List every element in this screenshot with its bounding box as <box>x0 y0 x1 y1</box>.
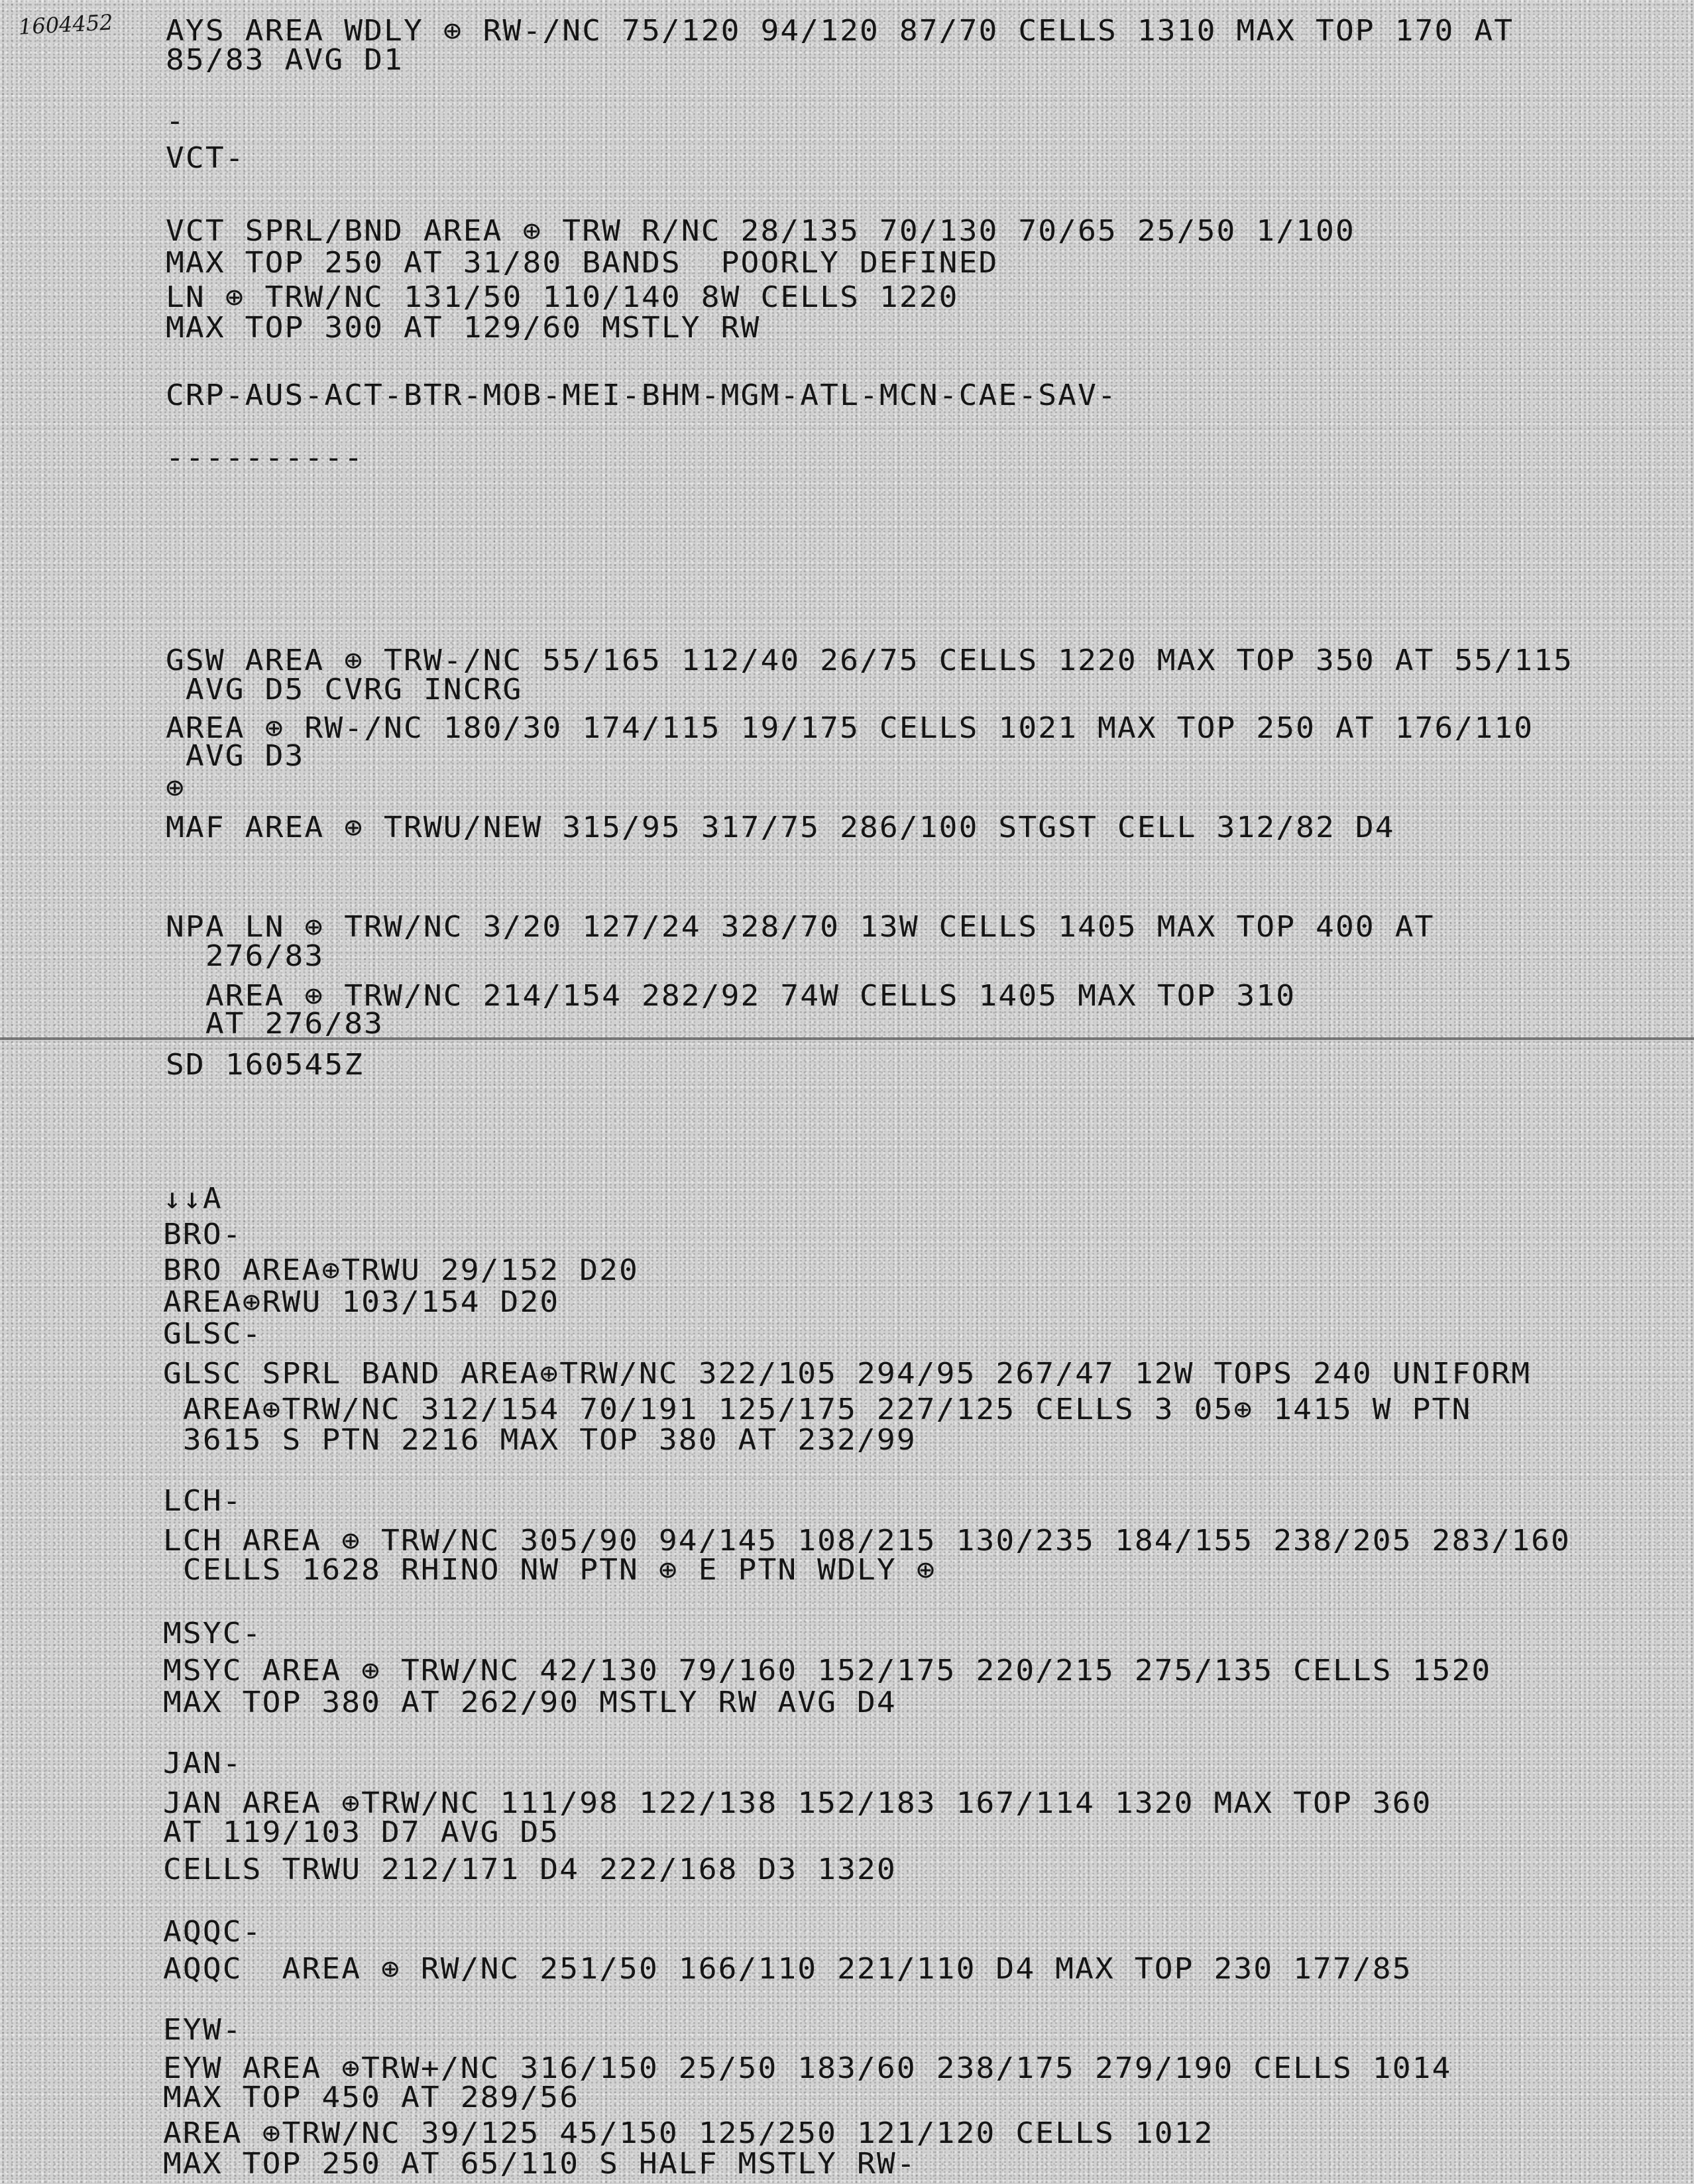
report-line: 85/83 AVG D1 <box>166 43 404 77</box>
report-line: LCH- <box>163 1484 243 1518</box>
report-line: CELLS 1628 RHINO NW PTN ⊕ E PTN WDLY ⊕ <box>163 1553 936 1587</box>
report-line: MAX TOP 250 AT 65/110 S HALF MSTLY RW- <box>163 2147 917 2181</box>
report-line: MAX TOP 380 AT 262/90 MSTLY RW AVG D4 <box>163 1686 897 1719</box>
report-line: SD 160545Z <box>166 1048 365 1082</box>
report-line: LCH AREA ⊕ TRW/NC 305/90 94/145 108/215 130/235 184/155 238/205 283/160 <box>163 1524 1571 1558</box>
report-line: 3615 S PTN 2216 MAX TOP 380 AT 232/99 <box>163 1423 917 1457</box>
report-line: AVG D3 <box>166 739 305 773</box>
report-line: ↓↓A <box>163 1182 223 1216</box>
report-line: 276/83 <box>166 939 325 973</box>
report-line: AREA⊕RWU 103/154 D20 <box>163 1285 560 1319</box>
report-line: BRO- <box>163 1218 243 1251</box>
report-line: EYW- <box>163 2013 243 2047</box>
report-line: BRO AREA⊕TRWU 29/152 D20 <box>163 1253 639 1287</box>
report-line: AQQC- <box>163 1915 262 1949</box>
report-line: AREA ⊕ TRW/NC 214/154 282/92 74W CELLS 1405 MAX TOP 310 <box>166 979 1296 1013</box>
report-line: VCT SPRL/BND AREA ⊕ TRW R/NC 28/135 70/130 70/65 25/50 1/100 <box>166 214 1355 248</box>
report-line: AREA ⊕TRW/NC 39/125 45/150 125/250 121/120 CELLS 1012 <box>163 2116 1214 2150</box>
report-line: NPA LN ⊕ TRW/NC 3/20 127/24 328/70 13W CELLS 1405 MAX TOP 400 AT <box>166 910 1435 944</box>
report-line: - <box>166 104 186 138</box>
report-line: GLSC SPRL BAND AREA⊕TRW/NC 322/105 294/95 267/47 12W TOPS 240 UNIFORM <box>163 1357 1532 1391</box>
report-line: VCT- <box>166 141 245 175</box>
report-line: AREA ⊕ RW-/NC 180/30 174/115 19/175 CELLS 1021 MAX TOP 250 AT 176/110 <box>166 711 1534 745</box>
report-line: AT 119/103 D7 AVG D5 <box>163 1815 560 1849</box>
report-line: ⊕ <box>166 771 186 805</box>
report-line: MAX TOP 250 AT 31/80 BANDS POORLY DEFINED <box>166 246 999 280</box>
report-line: AQQC AREA ⊕ RW/NC 251/50 166/110 221/110 D4 MAX TOP 230 177/85 <box>163 1952 1412 1986</box>
report-line: MSYC- <box>163 1617 262 1650</box>
report-line: EYW AREA ⊕TRW+/NC 316/150 25/50 183/60 238/175 279/190 CELLS 1014 <box>163 2051 1452 2085</box>
report-line: MAF AREA ⊕ TRWU/NEW 315/95 317/75 286/100 STGST CELL 312/82 D4 <box>166 811 1395 844</box>
report-line: AYS AREA WDLY ⊕ RW-/NC 75/120 94/120 87/70 CELLS 1310 MAX TOP 170 AT <box>166 14 1514 48</box>
report-line: MAX TOP 300 AT 129/60 MSTLY RW <box>166 311 761 345</box>
report-line: AT 276/83 <box>166 1007 384 1041</box>
report-line: GLSC- <box>163 1317 262 1351</box>
report-line: JAN AREA ⊕TRW/NC 111/98 122/138 152/183 167/114 1320 MAX TOP 360 <box>163 1786 1432 1820</box>
report-line: GSW AREA ⊕ TRW-/NC 55/165 112/40 26/75 CELLS 1220 MAX TOP 350 AT 55/115 <box>166 644 1573 677</box>
report-line: JAN- <box>163 1747 243 1780</box>
report-line: MAX TOP 450 AT 289/56 <box>163 2081 580 2114</box>
report-line: CELLS TRWU 212/171 D4 222/168 D3 1320 <box>163 1853 897 1886</box>
report-line: LN ⊕ TRW/NC 131/50 110/140 8W CELLS 1220 <box>166 280 959 314</box>
report-line: MSYC AREA ⊕ TRW/NC 42/130 79/160 152/175 220/215 275/135 CELLS 1520 <box>163 1654 1492 1688</box>
report-line: CRP-AUS-ACT-BTR-MOB-MEI-BHM-MGM-ATL-MCN-CAE-SAV- <box>166 378 1117 412</box>
handwritten-time-stamp: 1604452 <box>18 9 114 40</box>
report-line: AREA⊕TRW/NC 312/154 70/191 125/175 227/125 CELLS 3 05⊕ 1415 W PTN <box>163 1393 1472 1426</box>
report-line: AVG D5 CVRG INCRG <box>166 673 523 707</box>
report-line: ---------- <box>166 441 365 475</box>
